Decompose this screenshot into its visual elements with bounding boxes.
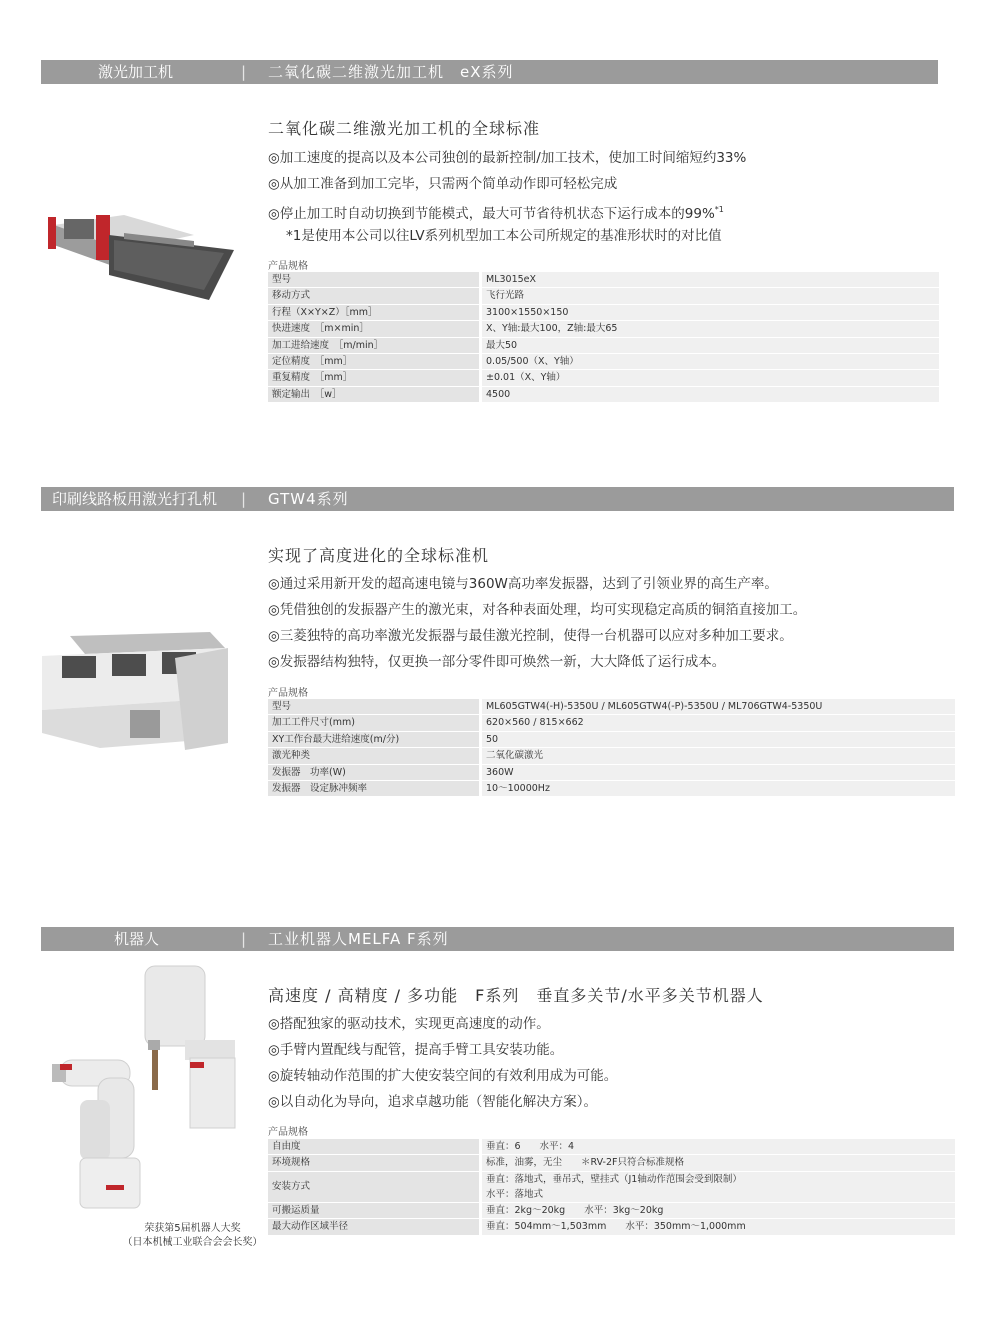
- spec-value: 垂直：2kg～20kg 水平：3kg～20kg: [481, 1202, 956, 1218]
- spec-row: [268, 370, 939, 386]
- spec-row: [268, 731, 955, 747]
- spec-table: [268, 1139, 955, 1236]
- feature-item: ◎发振器结构独特，仅更换一部分零件即可焕然一新，大大降低了运行成本。: [268, 654, 726, 670]
- footnote-mark: *1: [714, 205, 724, 214]
- spec-row: [268, 304, 939, 320]
- series-label: 二氧化碳二维激光加工机 eX系列: [268, 63, 514, 81]
- award-caption: [100, 1222, 285, 1250]
- feature-item: ◎凭借独创的发振器产生的激光束，对各种表面处理，均可实现稳定高质的铜箔直接加工。: [268, 602, 807, 618]
- spec-key: 快进速度 ［m×min］: [268, 321, 481, 337]
- spec-title: 产品规格: [268, 688, 308, 699]
- spec-row: [268, 288, 939, 304]
- spec-key: 安装方式: [268, 1171, 481, 1202]
- feature-list: [268, 571, 806, 675]
- spec-value: 垂直：6 水平：4: [481, 1139, 956, 1155]
- award-caption-line1: 荣获第5届机器人大奖: [144, 1223, 241, 1234]
- category-label: 印刷线路板用激光打孔机: [52, 490, 218, 508]
- feature-item: ◎从加工准备到加工完毕，只需两个简单动作即可轻松完成: [268, 176, 618, 192]
- spec-value: 最大50: [481, 337, 940, 353]
- spec-key: 额定输出 ［w］: [268, 386, 481, 402]
- header-separator: |: [241, 490, 247, 508]
- spec-row: [268, 337, 939, 353]
- spec-key: 型号: [268, 272, 481, 288]
- spec-value: 0.05/500（X、Y轴）: [481, 354, 940, 370]
- spec-row: [268, 781, 955, 797]
- robot-image: [40, 960, 245, 1220]
- spec-key: 加工进给速度 ［m/min］: [268, 337, 481, 353]
- spec-key: 移动方式: [268, 288, 481, 304]
- spec-key: 重复精度 ［mm］: [268, 370, 481, 386]
- spec-row: [268, 1219, 955, 1235]
- feature-list: [268, 145, 746, 249]
- spec-value: ML3015eX: [481, 272, 940, 288]
- section-header-robot: [41, 927, 954, 951]
- spec-value: ±0.01（X、Y轴）: [481, 370, 940, 386]
- section-header-laser: [41, 60, 938, 84]
- spec-row: [268, 699, 955, 715]
- feature-item: ◎旋转轴动作范围的扩大使安装空间的有效利用成为可能。: [268, 1068, 618, 1084]
- category-label: 激光加工机: [98, 63, 174, 81]
- spec-row: [268, 272, 939, 288]
- spec-key: 行程（X×Y×Z）［mm］: [268, 304, 481, 320]
- header-separator: |: [241, 930, 247, 948]
- spec-value: 50: [481, 731, 956, 747]
- spec-value: 3100×1550×150: [481, 304, 940, 320]
- section-headline: 二氧化碳二维激光加工机的全球标准: [268, 119, 541, 138]
- spec-value: 4500: [481, 386, 940, 402]
- section-header-pcb-drilling: [41, 487, 954, 511]
- spec-value: 垂直：504mm～1,503mm 水平：350mm～1,000mm: [481, 1219, 956, 1235]
- category-label: 机器人: [114, 930, 160, 948]
- spec-key: 发振器 设定脉冲频率: [268, 781, 481, 797]
- spec-key: 环境规格: [268, 1155, 481, 1171]
- spec-row: [268, 715, 955, 731]
- spec-table: [268, 699, 955, 797]
- spec-value: ML605GTW4(-H)-5350U / ML605GTW4(-P)-5350U / ML706GTW4-5350U: [481, 699, 956, 715]
- spec-value: 标准，油雾，无尘 ＊RV-2F只符合标准规格: [481, 1155, 956, 1171]
- feature-item: ◎加工速度的提高以及本公司独创的最新控制/加工技术，使加工时间缩短约33%: [268, 150, 747, 166]
- spec-key: 发振器 功率(W): [268, 764, 481, 780]
- spec-key: XY工作台最大进给速度(m/分): [268, 731, 481, 747]
- spec-row: [268, 1139, 955, 1155]
- section-headline: 高速度 / 高精度 / 多功能 F系列 垂直多关节/水平多关节机器人: [268, 986, 764, 1005]
- section-headline: 实现了高度进化的全球标准机: [268, 546, 490, 565]
- drilling-machine-image: [40, 628, 228, 753]
- spec-value: 二氧化碳激光: [481, 748, 956, 764]
- spec-value: 10～10000Hz: [481, 781, 956, 797]
- award-caption-line2: （日本机械工业联合会会长奖）: [122, 1237, 263, 1248]
- spec-row: [268, 748, 955, 764]
- spec-value: 飞行光路: [481, 288, 940, 304]
- spec-value: X、Y轴:最大100，Z轴:最大65: [481, 321, 940, 337]
- spec-key: 定位精度 ［mm］: [268, 354, 481, 370]
- spec-title: 产品规格: [268, 261, 308, 272]
- spec-value: 360W: [481, 764, 956, 780]
- feature-item: ◎三菱独特的高功率激光发振器与最佳激光控制，使得一台机器可以应对多种加工要求。: [268, 628, 793, 644]
- header-separator: |: [241, 63, 247, 81]
- spec-row: [268, 386, 939, 402]
- spec-row: [268, 1171, 955, 1202]
- spec-row: [268, 1155, 955, 1171]
- spec-row: [268, 321, 939, 337]
- laser-machine-image: [44, 205, 239, 305]
- spec-key: 加工工件尺寸(mm): [268, 715, 481, 731]
- series-label: 工业机器人MELFA F系列: [268, 930, 449, 948]
- spec-key: 自由度: [268, 1139, 481, 1155]
- footnote: *1是使用本公司以往LV系列机型加工本公司所规定的基准形状时的对比值: [286, 228, 722, 244]
- feature-item: ◎手臂内置配线与配管，提高手臂工具安装功能。: [268, 1042, 564, 1058]
- spec-table: [268, 272, 939, 403]
- series-label: GTW4系列: [268, 490, 349, 508]
- spec-key: 最大动作区域半径: [268, 1219, 481, 1235]
- spec-row: [268, 1202, 955, 1218]
- feature-item: ◎通过采用新开发的超高速电镜与360W高功率发振器，达到了引领业界的高生产率。: [268, 576, 778, 592]
- spec-value: 620×560 / 815×662: [481, 715, 956, 731]
- spec-title: 产品规格: [268, 1127, 308, 1138]
- feature-item: ◎以自动化为导向，追求卓越功能（智能化解决方案）。: [268, 1094, 598, 1110]
- spec-value: 垂直：落地式，垂吊式，壁挂式（J1轴动作范围会受到限制） 水平：落地式: [481, 1171, 956, 1202]
- spec-key: 型号: [268, 699, 481, 715]
- spec-key: 可搬运质量: [268, 1202, 481, 1218]
- feature-item: ◎搭配独家的驱动技术，实现更高速度的动作。: [268, 1016, 550, 1032]
- feature-item: ◎停止加工时自动切换到节能模式，最大可节省待机状态下运行成本的99%$^{*1}$: [268, 205, 724, 222]
- spec-key: 激光种类: [268, 748, 481, 764]
- spec-row: [268, 354, 939, 370]
- spec-row: [268, 764, 955, 780]
- feature-list: [268, 1011, 617, 1115]
